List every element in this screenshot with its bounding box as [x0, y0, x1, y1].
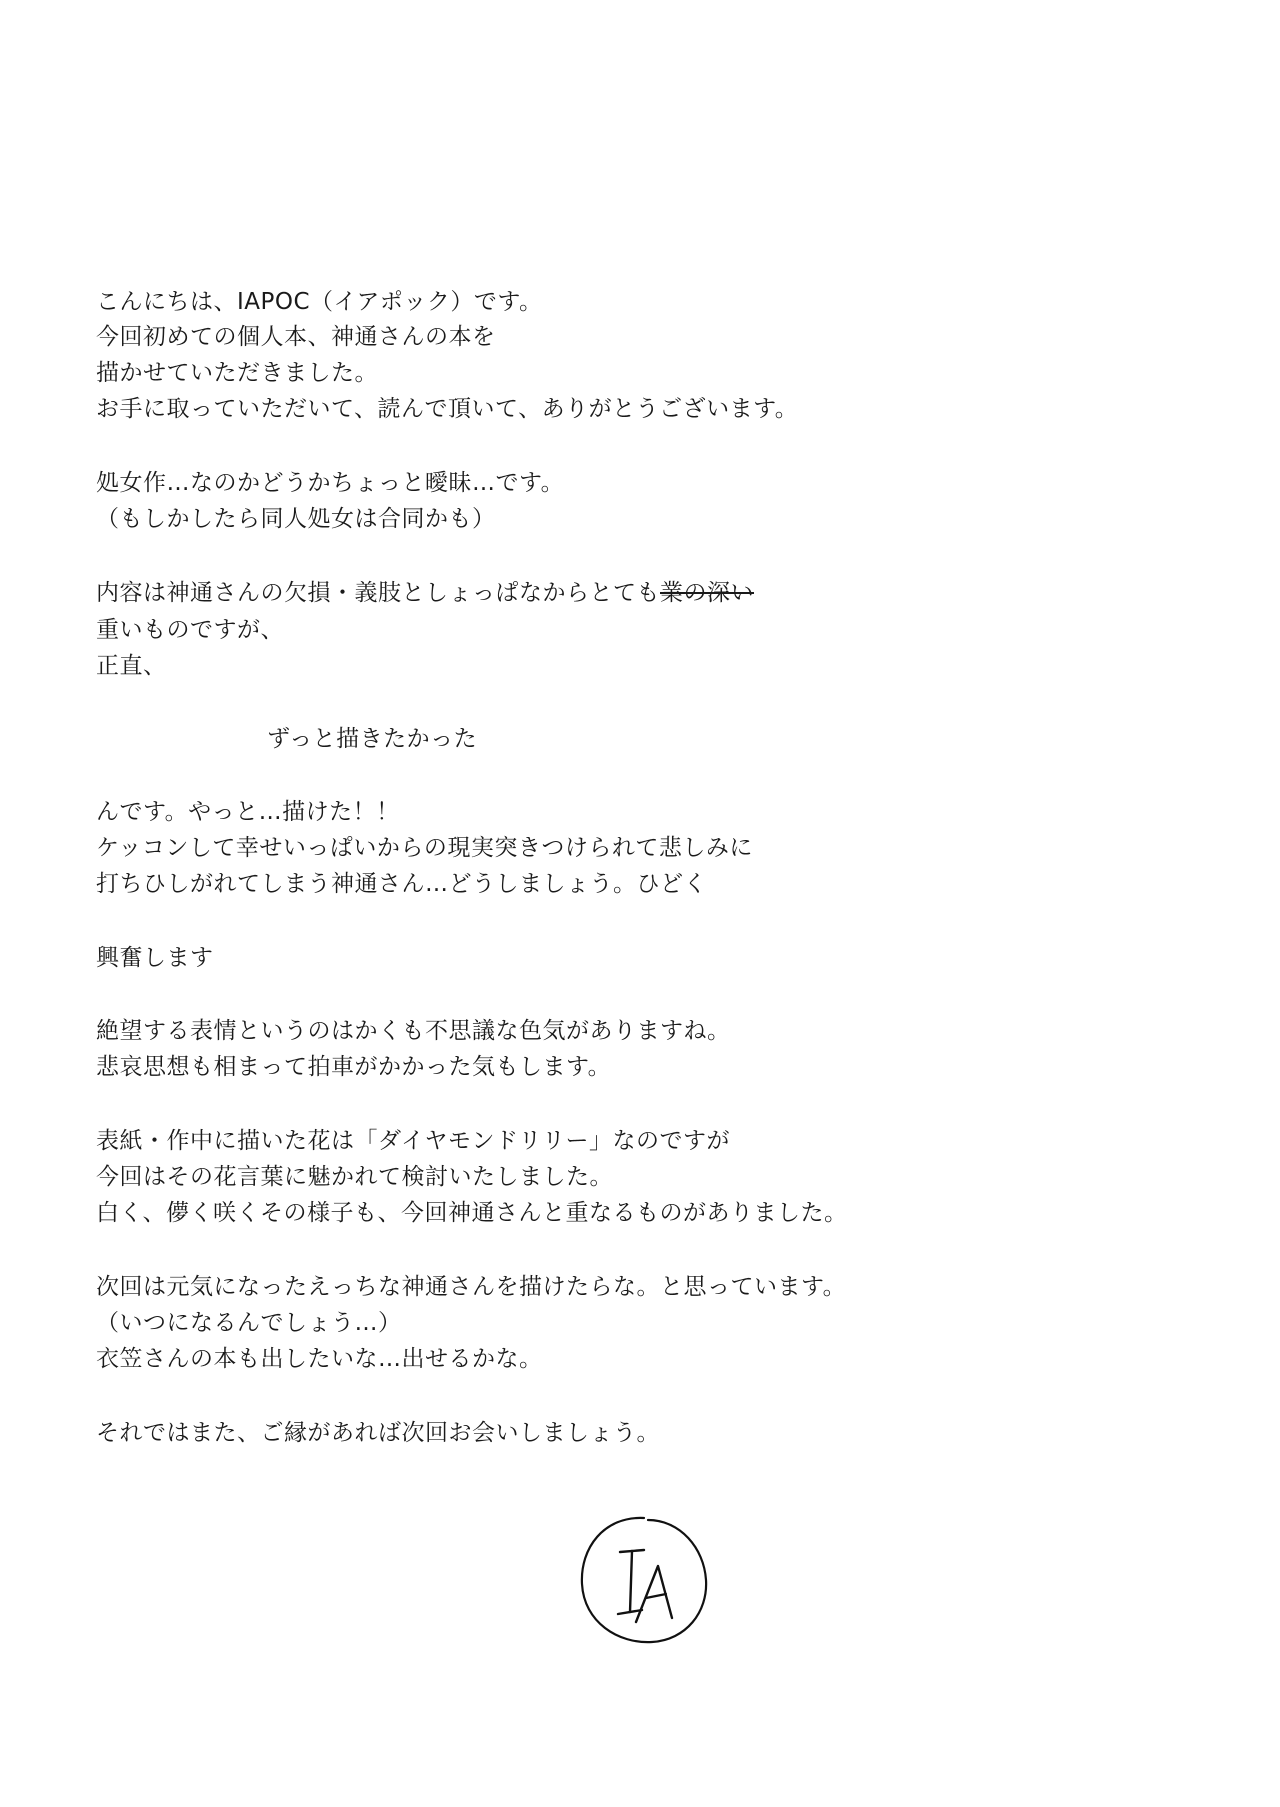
struck-text: 業の深い [660, 580, 754, 606]
content-text: 内容は神通さんの欠損・義肢としょっぱなからとても [96, 580, 660, 606]
handwritten-signature-circle-icon [574, 1510, 714, 1650]
flower-line-2: 今回はその花言葉に魅かれて検討いたしました。 [96, 1164, 613, 1190]
flower-line-3: 白く、儚く咲くその様子も、今回神通さんと重なるものがありました。 [96, 1200, 848, 1226]
intro-line-1: 今回初めての個人本、神通さんの本を [96, 324, 496, 350]
despair-line-2: 悲哀思想も相まって拍車がかかった気もします。 [96, 1054, 612, 1080]
next-line-2: （いつになるんでしょう…） [96, 1310, 402, 1336]
content-line-1 [96, 578, 754, 608]
next-line-1: 次回は元気になったえっちな神通さんを描けたらな。と思っています。 [96, 1274, 847, 1300]
emphasis-line: ずっと描きたかった [267, 726, 478, 752]
excited-line: 興奮します [96, 945, 214, 971]
debut-line-1: 処女作…なのかどうかちょっと曖昧…です。 [96, 470, 565, 496]
despair-line-1: 絶望する表情というのはかくも不思議な色気がありますね。 [96, 1018, 731, 1044]
intro-line-2: 描かせていただきました。 [96, 360, 378, 386]
content-line-3: 正直、 [96, 653, 167, 679]
intro-line-3: お手に取っていただいて、読んで頂いて、ありがとうございます。 [96, 396, 799, 422]
content-line-2: 重いものですが、 [96, 617, 284, 643]
debut-line-2: （もしかしたら同人処女は合同かも） [96, 506, 496, 532]
flower-line-1: 表紙・作中に描いた花は「ダイヤモンドリリー」なのですが [96, 1128, 731, 1154]
finally-line-3: 打ちひしがれてしまう神通さん…どうしましょう。ひどく [96, 871, 707, 897]
next-line-3: 衣笠さんの本も出したいな…出せるかな。 [96, 1346, 543, 1372]
greeting-line: こんにちは、IAPOC（イアポック）です。 [96, 289, 543, 315]
finally-line-1: んです。やっと…描けた！！ [96, 799, 400, 825]
closing-line: それではまた、ご縁があれば次回お会いしましょう。 [96, 1420, 660, 1446]
finally-line-2: ケッコンして幸せいっぱいからの現実突きつけられて悲しみに [96, 835, 753, 861]
